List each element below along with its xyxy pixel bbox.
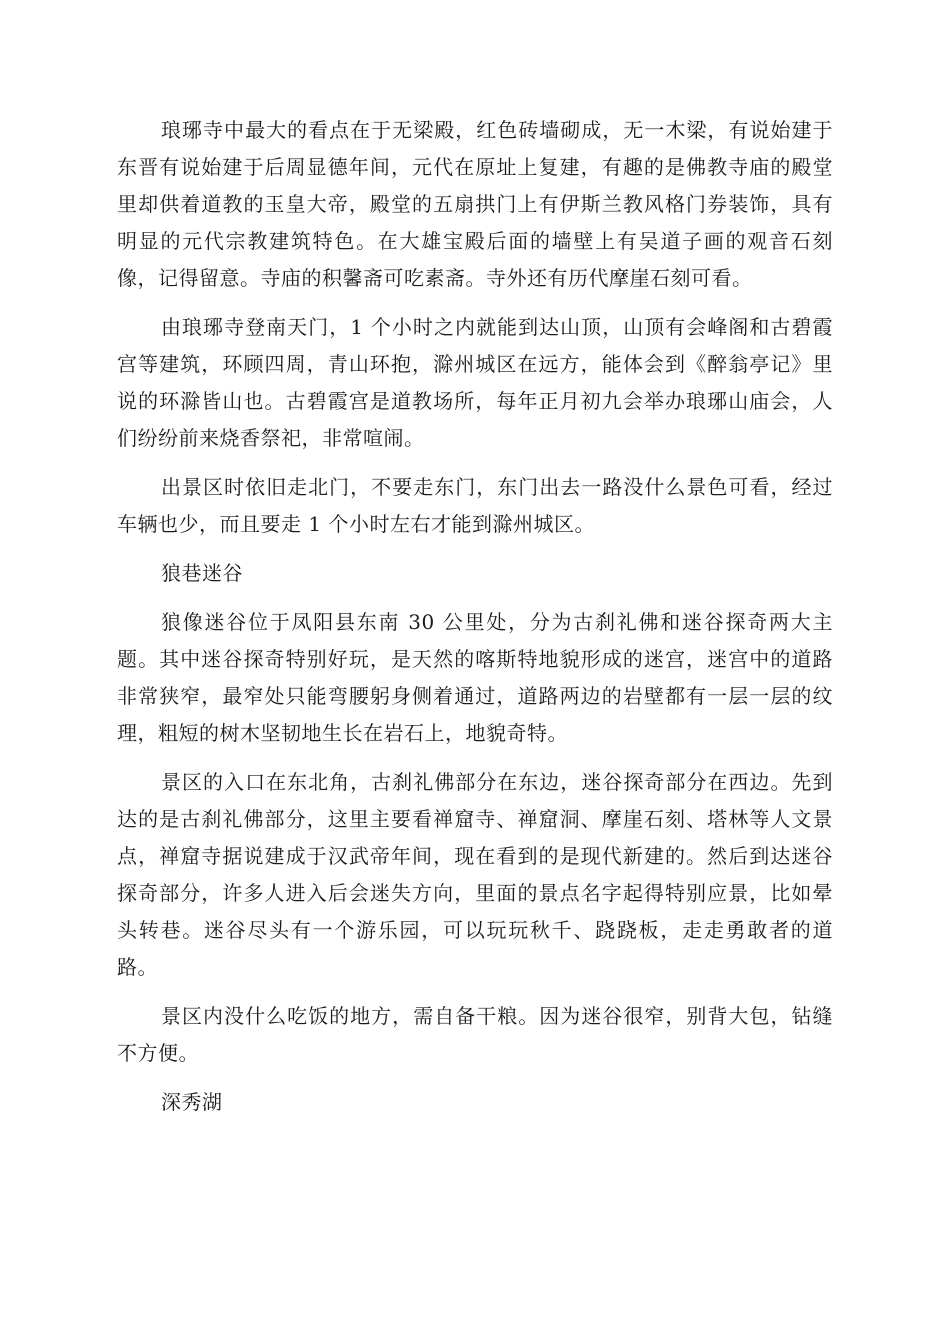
- section-heading-langxiang-migu: 狼巷迷谷: [161, 561, 243, 585]
- section-heading-shenxiu-lake: 深秀湖: [161, 1090, 223, 1114]
- paragraph-exit-north-gate: 出景区时依旧走北门，不要走东门，东门出去一路没什么景色可看，经过车辆也少，而且要走 1 个小时左右才能到滁州城区。: [117, 475, 833, 536]
- paragraph-migu-overview: 狼像迷谷位于凤阳县东南 30 公里处，分为古刹礼佛和迷谷探奇两大主题。其中迷谷探奇特别好玩，是天然的喀斯特地貌形成的迷宫，迷宫中的道路非常狭窄，最窄处只能弯腰躬身侧着通过，道路两边的岩壁都有一层一层的纹理，粗短的树木坚韧地生长在岩石上，地貌奇特。: [117, 610, 833, 745]
- paragraph-migu-layout: 景区的入口在东北角，古刹礼佛部分在东边，迷谷探奇部分在西边。先到达的是古刹礼佛部分，这里主要看禅窟寺、禅窟洞、摩崖石刻、塔林等人文景点，禅窟寺据说建成于汉武帝年间，现在看到的是现代新建的。然后到达迷谷探奇部分，许多人进入后会迷失方向，里面的景点名字起得特别应景，比如晕头转巷。迷谷尽头有一个游乐园，可以玩玩秋千、跷跷板，走走勇敢者的道路。: [117, 770, 833, 979]
- paragraph-south-gate-summit: 由琅琊寺登南天门，1 个小时之内就能到达山顶，山顶有会峰阁和古碧霞宫等建筑，环顾四周，青山环抱，滁州城区在远方，能体会到《醉翁亭记》里说的环滁皆山也。古碧霞宫是道教场所，每年正月初九会举办琅琊山庙会，人们纷纷前来烧香祭祀，非常喧闹。: [117, 315, 833, 450]
- document-body: [117, 112, 833, 1133]
- paragraph-migu-tips: 景区内没什么吃饭的地方，需自备干粮。因为迷谷很窄，别背大包，钻缝不方便。: [117, 1004, 833, 1065]
- paragraph-langya-temple-wuliang-hall: 琅琊寺中最大的看点在于无梁殿，红色砖墙砌成，无一木梁，有说始建于东晋有说始建于后周显德年间，元代在原址上复建，有趣的是佛教寺庙的殿堂里却供着道教的玉皇大帝，殿堂的五扇拱门上有伊斯兰教风格门券装饰，具有明显的元代宗教建筑特色。在大雄宝殿后面的墙壁上有吴道子画的观音石刻像，记得留意。寺庙的积馨斋可吃素斋。寺外还有历代摩崖石刻可看。: [117, 118, 833, 290]
